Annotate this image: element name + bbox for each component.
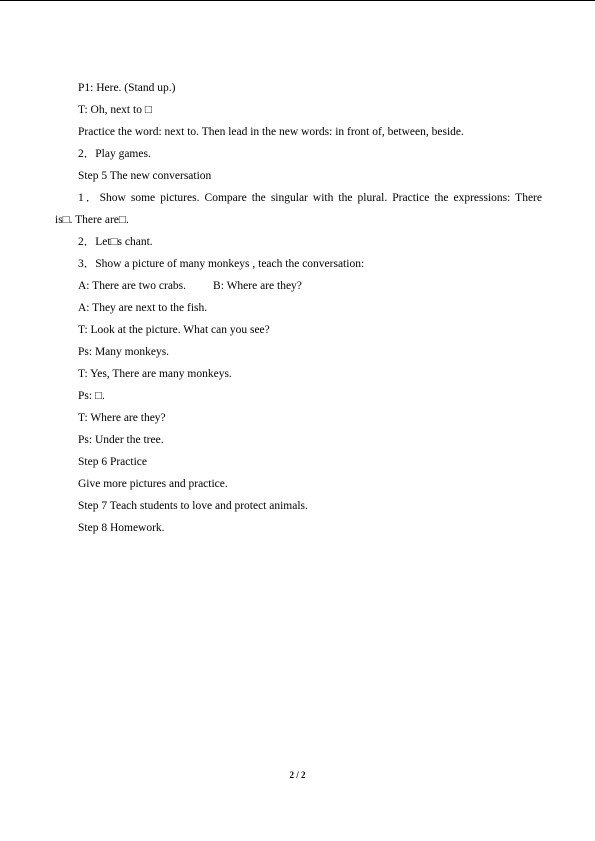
text-line: Give more pictures and practice. xyxy=(78,478,228,490)
text-line: is□. There are□. xyxy=(55,214,129,226)
text-line: T: Oh, next to □ xyxy=(78,104,152,116)
step-heading: Step 7 Teach students to love and protect animals. xyxy=(78,500,308,512)
dialogue-line: Ps: Many monkeys. xyxy=(78,346,170,358)
dialogue-line: T: Look at the picture. What can you see? xyxy=(78,324,270,336)
text-line: 3．Show a picture of many monkeys , teach the conversation: xyxy=(78,258,365,270)
dialogue-line: A: They are next to the fish. xyxy=(78,302,208,314)
dialogue-a: A: There are two crabs. xyxy=(78,280,187,292)
step-heading: Step 8 Homework. xyxy=(78,522,165,534)
text-line: Practice the word: next to. Then lead in the new words: in front of, between, beside. xyxy=(78,126,464,138)
text-line: 2．Play games. xyxy=(78,148,151,160)
dialogue-line: Ps: Under the tree. xyxy=(78,434,164,446)
text-line: 1．Show some pictures. Compare the singular with the plural. Practice the expressions: There xyxy=(78,192,542,204)
dialogue-line xyxy=(0,275,595,297)
dialogue-line: T: Where are they? xyxy=(78,412,166,424)
page-number: 2 / 2 xyxy=(289,770,306,780)
dialogue-b: B: Where are they? xyxy=(213,280,302,292)
dialogue-line: Ps: □. xyxy=(78,390,105,402)
top-rule xyxy=(0,0,595,1)
text-line: P1: Here. (Stand up.) xyxy=(78,82,176,94)
step-heading: Step 5 The new conversation xyxy=(78,170,212,182)
step-heading: Step 6 Practice xyxy=(78,456,147,468)
text-line: 2．Let□s chant. xyxy=(78,236,153,248)
dialogue-line: T: Yes, There are many monkeys. xyxy=(78,368,232,380)
